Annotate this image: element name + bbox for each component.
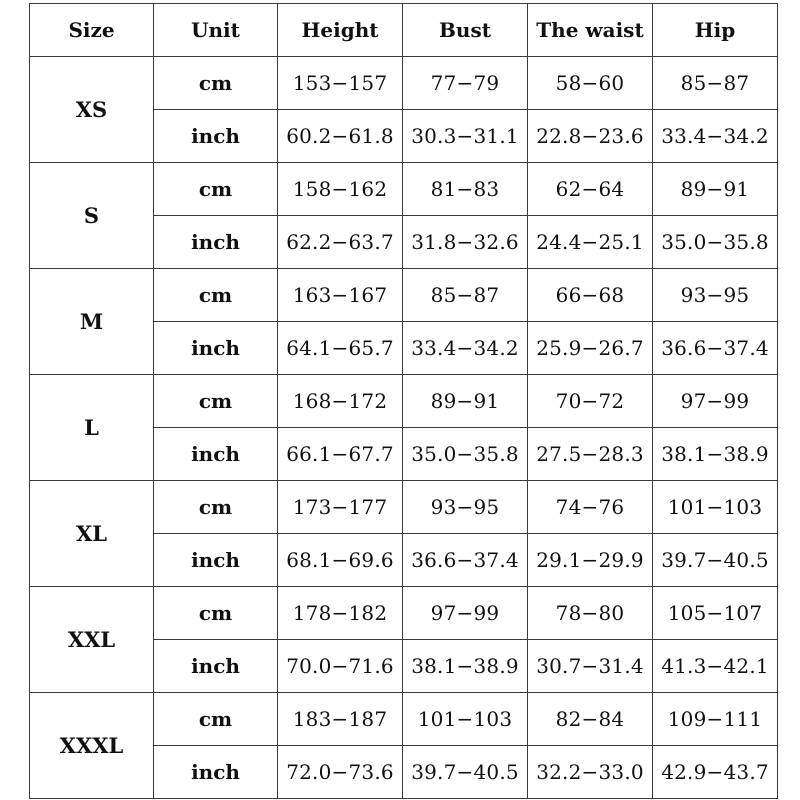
bust-value-cell: 36.6−37.4 <box>403 534 528 587</box>
size-label-cell: L <box>30 375 154 481</box>
hip-value-cell: 105−107 <box>653 587 778 640</box>
height-value-cell: 153−157 <box>278 57 403 110</box>
waist-value-cell: 24.4−25.1 <box>528 216 653 269</box>
height-value-cell: 64.1−65.7 <box>278 322 403 375</box>
size-label-cell: S <box>30 163 154 269</box>
size-label-cell: XL <box>30 481 154 587</box>
height-value-cell: 158−162 <box>278 163 403 216</box>
height-value-cell: 72.0−73.6 <box>278 746 403 799</box>
hip-value-cell: 42.9−43.7 <box>653 746 778 799</box>
table-row <box>30 269 778 322</box>
bust-value-cell: 31.8−32.6 <box>403 216 528 269</box>
unit-cell: inch <box>154 428 278 481</box>
header-unit: Unit <box>154 4 278 57</box>
waist-value-cell: 27.5−28.3 <box>528 428 653 481</box>
hip-value-cell: 39.7−40.5 <box>653 534 778 587</box>
waist-value-cell: 30.7−31.4 <box>528 640 653 693</box>
waist-value-cell: 62−64 <box>528 163 653 216</box>
unit-cell: cm <box>154 163 278 216</box>
hip-value-cell: 93−95 <box>653 269 778 322</box>
waist-value-cell: 29.1−29.9 <box>528 534 653 587</box>
bust-value-cell: 33.4−34.2 <box>403 322 528 375</box>
height-value-cell: 178−182 <box>278 587 403 640</box>
hip-value-cell: 38.1−38.9 <box>653 428 778 481</box>
waist-value-cell: 32.2−33.0 <box>528 746 653 799</box>
header-waist: The waist <box>528 4 653 57</box>
hip-value-cell: 35.0−35.8 <box>653 216 778 269</box>
unit-cell: cm <box>154 693 278 746</box>
size-label-cell: XXXL <box>30 693 154 799</box>
height-value-cell: 60.2−61.8 <box>278 110 403 163</box>
header-row <box>30 4 778 57</box>
bust-value-cell: 85−87 <box>403 269 528 322</box>
waist-value-cell: 82−84 <box>528 693 653 746</box>
table-row <box>30 693 778 746</box>
unit-cell: cm <box>154 375 278 428</box>
bust-value-cell: 97−99 <box>403 587 528 640</box>
bust-value-cell: 89−91 <box>403 375 528 428</box>
unit-cell: cm <box>154 481 278 534</box>
height-value-cell: 66.1−67.7 <box>278 428 403 481</box>
waist-value-cell: 74−76 <box>528 481 653 534</box>
bust-value-cell: 39.7−40.5 <box>403 746 528 799</box>
waist-value-cell: 70−72 <box>528 375 653 428</box>
height-value-cell: 173−177 <box>278 481 403 534</box>
hip-value-cell: 36.6−37.4 <box>653 322 778 375</box>
unit-cell: inch <box>154 216 278 269</box>
unit-cell: cm <box>154 587 278 640</box>
size-label-cell: M <box>30 269 154 375</box>
hip-value-cell: 85−87 <box>653 57 778 110</box>
bust-value-cell: 35.0−35.8 <box>403 428 528 481</box>
table-row <box>30 375 778 428</box>
bust-value-cell: 30.3−31.1 <box>403 110 528 163</box>
table-header <box>30 4 778 57</box>
bust-value-cell: 77−79 <box>403 57 528 110</box>
size-label-cell: XXL <box>30 587 154 693</box>
hip-value-cell: 33.4−34.2 <box>653 110 778 163</box>
hip-value-cell: 109−111 <box>653 693 778 746</box>
unit-cell: inch <box>154 746 278 799</box>
unit-cell: inch <box>154 322 278 375</box>
waist-value-cell: 25.9−26.7 <box>528 322 653 375</box>
table-row <box>30 587 778 640</box>
table-row <box>30 481 778 534</box>
size-label-cell: XS <box>30 57 154 163</box>
table-row <box>30 57 778 110</box>
height-value-cell: 62.2−63.7 <box>278 216 403 269</box>
waist-value-cell: 58−60 <box>528 57 653 110</box>
height-value-cell: 68.1−69.6 <box>278 534 403 587</box>
waist-value-cell: 22.8−23.6 <box>528 110 653 163</box>
table-body <box>30 57 778 799</box>
height-value-cell: 168−172 <box>278 375 403 428</box>
header-size: Size <box>30 4 154 57</box>
header-height: Height <box>278 4 403 57</box>
height-value-cell: 163−167 <box>278 269 403 322</box>
unit-cell: inch <box>154 640 278 693</box>
hip-value-cell: 41.3−42.1 <box>653 640 778 693</box>
height-value-cell: 70.0−71.6 <box>278 640 403 693</box>
header-hip: Hip <box>653 4 778 57</box>
height-value-cell: 183−187 <box>278 693 403 746</box>
unit-cell: cm <box>154 57 278 110</box>
waist-value-cell: 66−68 <box>528 269 653 322</box>
unit-cell: inch <box>154 110 278 163</box>
unit-cell: inch <box>154 534 278 587</box>
unit-cell: cm <box>154 269 278 322</box>
size-chart-table <box>29 3 778 799</box>
hip-value-cell: 89−91 <box>653 163 778 216</box>
bust-value-cell: 93−95 <box>403 481 528 534</box>
hip-value-cell: 101−103 <box>653 481 778 534</box>
bust-value-cell: 38.1−38.9 <box>403 640 528 693</box>
bust-value-cell: 81−83 <box>403 163 528 216</box>
bust-value-cell: 101−103 <box>403 693 528 746</box>
table-row <box>30 163 778 216</box>
hip-value-cell: 97−99 <box>653 375 778 428</box>
waist-value-cell: 78−80 <box>528 587 653 640</box>
header-bust: Bust <box>403 4 528 57</box>
